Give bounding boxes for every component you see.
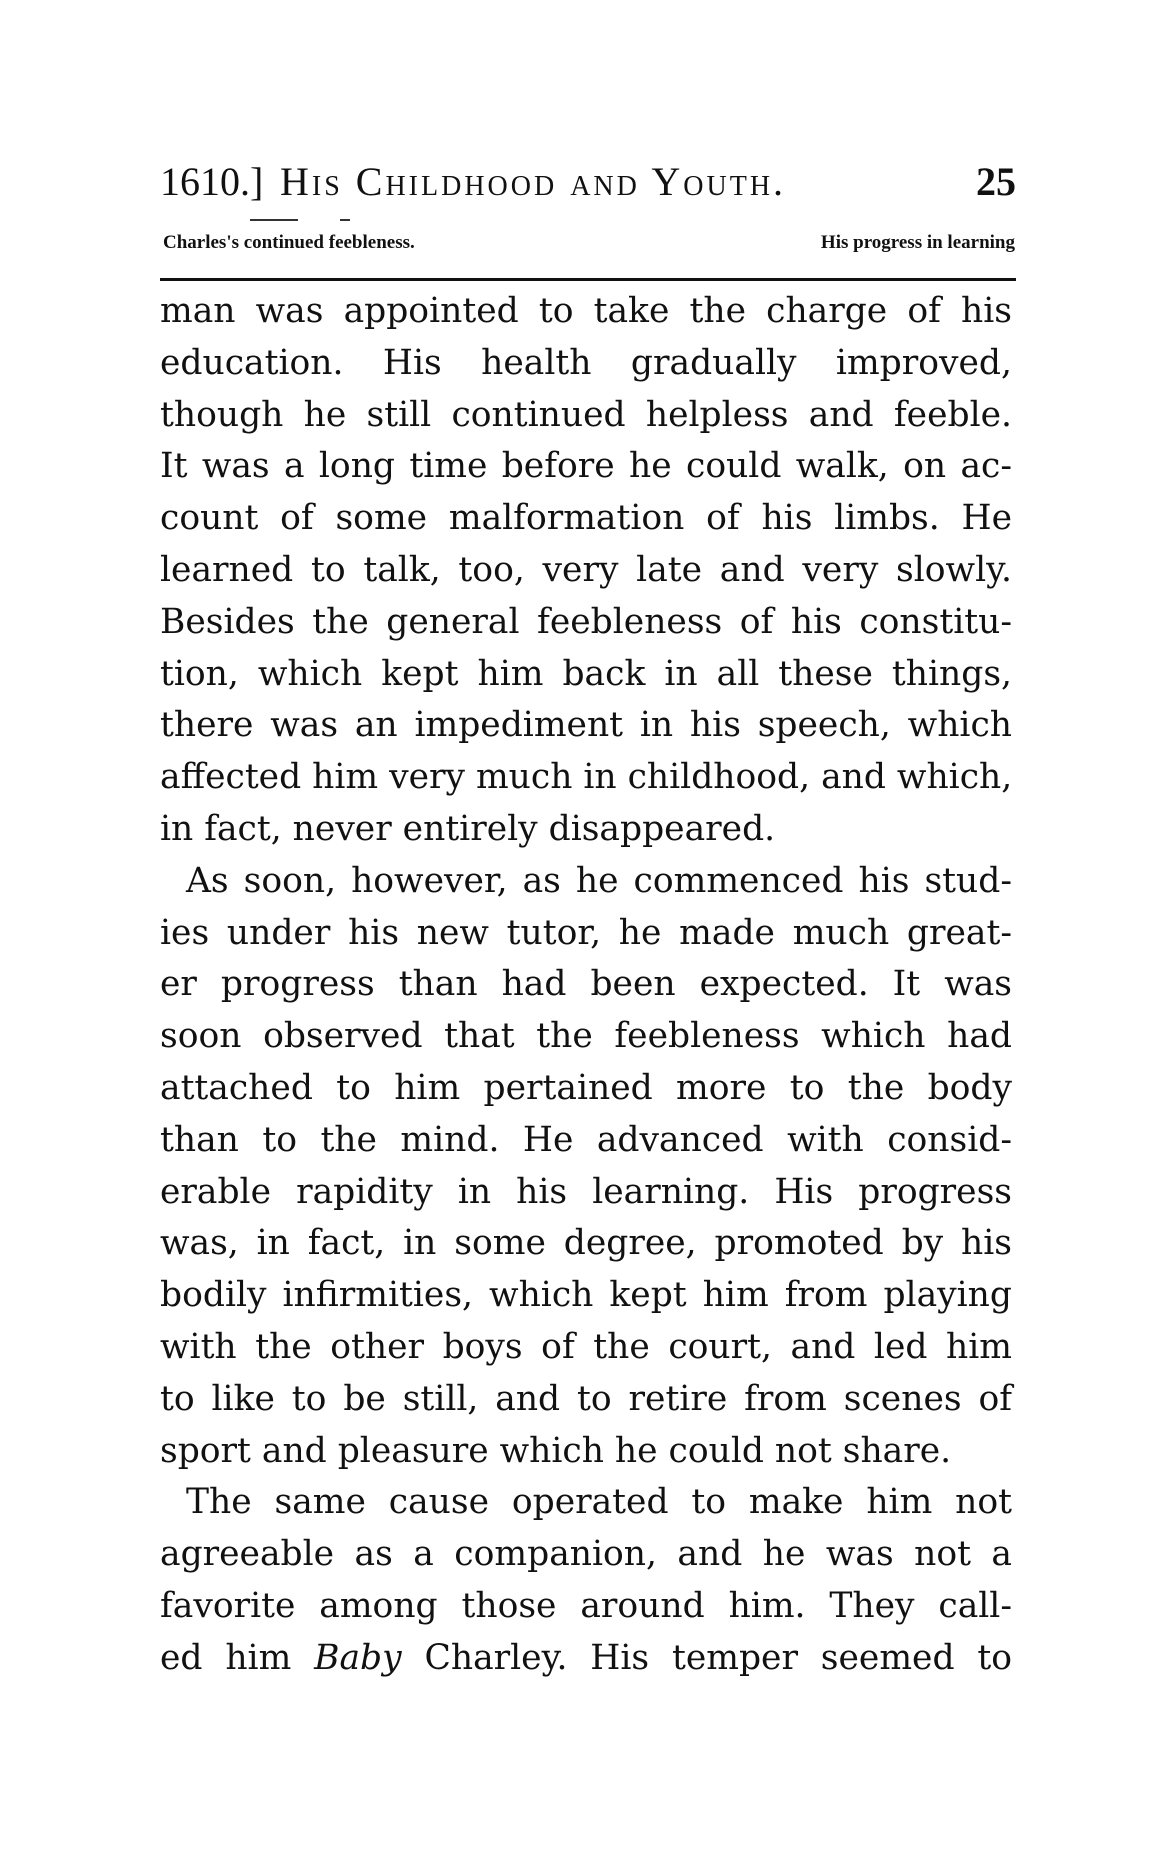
text-line: count of some malformation of his limbs. He (160, 498, 1012, 539)
text-line: with the other boys of the court, and led him (160, 1326, 1012, 1367)
paragraph-2 (160, 856, 1012, 1478)
text-line: there was an impediment in his speech, which (160, 705, 1012, 746)
running-header (160, 158, 1016, 214)
text-line: tion, which kept him back in all these things, (160, 653, 1012, 694)
text-line: to like to be still, and to retire from scenes of (160, 1378, 1012, 1419)
text-line: ies under his new tutor, he made much great- (160, 912, 1012, 953)
printer-mark (250, 219, 298, 221)
italic-text: Baby (314, 1637, 402, 1678)
text-line: er progress than had been expected. It was (160, 964, 1012, 1005)
text-line: was, in fact, in some degree, promoted by his (160, 1223, 1012, 1264)
text-line: bodily infirmities, which kept him from playing (160, 1275, 1012, 1316)
text-line: affected him very much in childhood, and which, (160, 757, 1013, 798)
text-line (160, 1633, 1012, 1685)
text-line: in fact, never entirely disappeared. (160, 808, 776, 849)
header-year: 1610.] (160, 159, 264, 204)
text-line: attached to him pertained more to the body (160, 1067, 1012, 1108)
text-line: The same cause operated to make him not (186, 1482, 1012, 1523)
text-line: learned to talk, too, very late and very slowly. (160, 549, 1012, 590)
text-line: man was appointed to take the charge of his (160, 291, 1012, 331)
text-line: erable rapidity in his learning. His progress (160, 1171, 1012, 1212)
printer-mark (340, 219, 350, 221)
paragraph-3 (160, 1477, 1012, 1684)
text-line: than to the mind. He advanced with consid- (160, 1119, 1012, 1160)
text-line: sport and pleasure which he could not share. (160, 1430, 952, 1471)
text-run: Charley. His temper seemed to (401, 1637, 1012, 1678)
text-line: education. His health gradually improved, (160, 342, 1012, 383)
text-line: Besides the general feebleness of his constitu- (160, 601, 1012, 642)
body-text (160, 286, 1012, 1685)
text-line: though he still continued helpless and feeble. (160, 394, 1012, 435)
text-run: ed him (160, 1637, 315, 1678)
text-line: agreeable as a companion, and he was not a (160, 1534, 1012, 1575)
header-title: His Childhood and Youth. (280, 159, 787, 204)
side-heading-right: His progress in learning (820, 232, 1015, 253)
text-line: As soon, however, as he commenced his stud- (186, 860, 1012, 901)
side-heading-left: Charles's continued feebleness. (163, 232, 415, 253)
page-number: 25 (976, 159, 1016, 204)
paragraph-1 (160, 286, 1012, 856)
header-rule (160, 278, 1016, 281)
text-line: favorite among those around him. They call- (160, 1585, 1012, 1626)
text-line: It was a long time before he could walk, on ac- (160, 446, 1012, 487)
text-line: soon observed that the feebleness which had (160, 1016, 1012, 1057)
